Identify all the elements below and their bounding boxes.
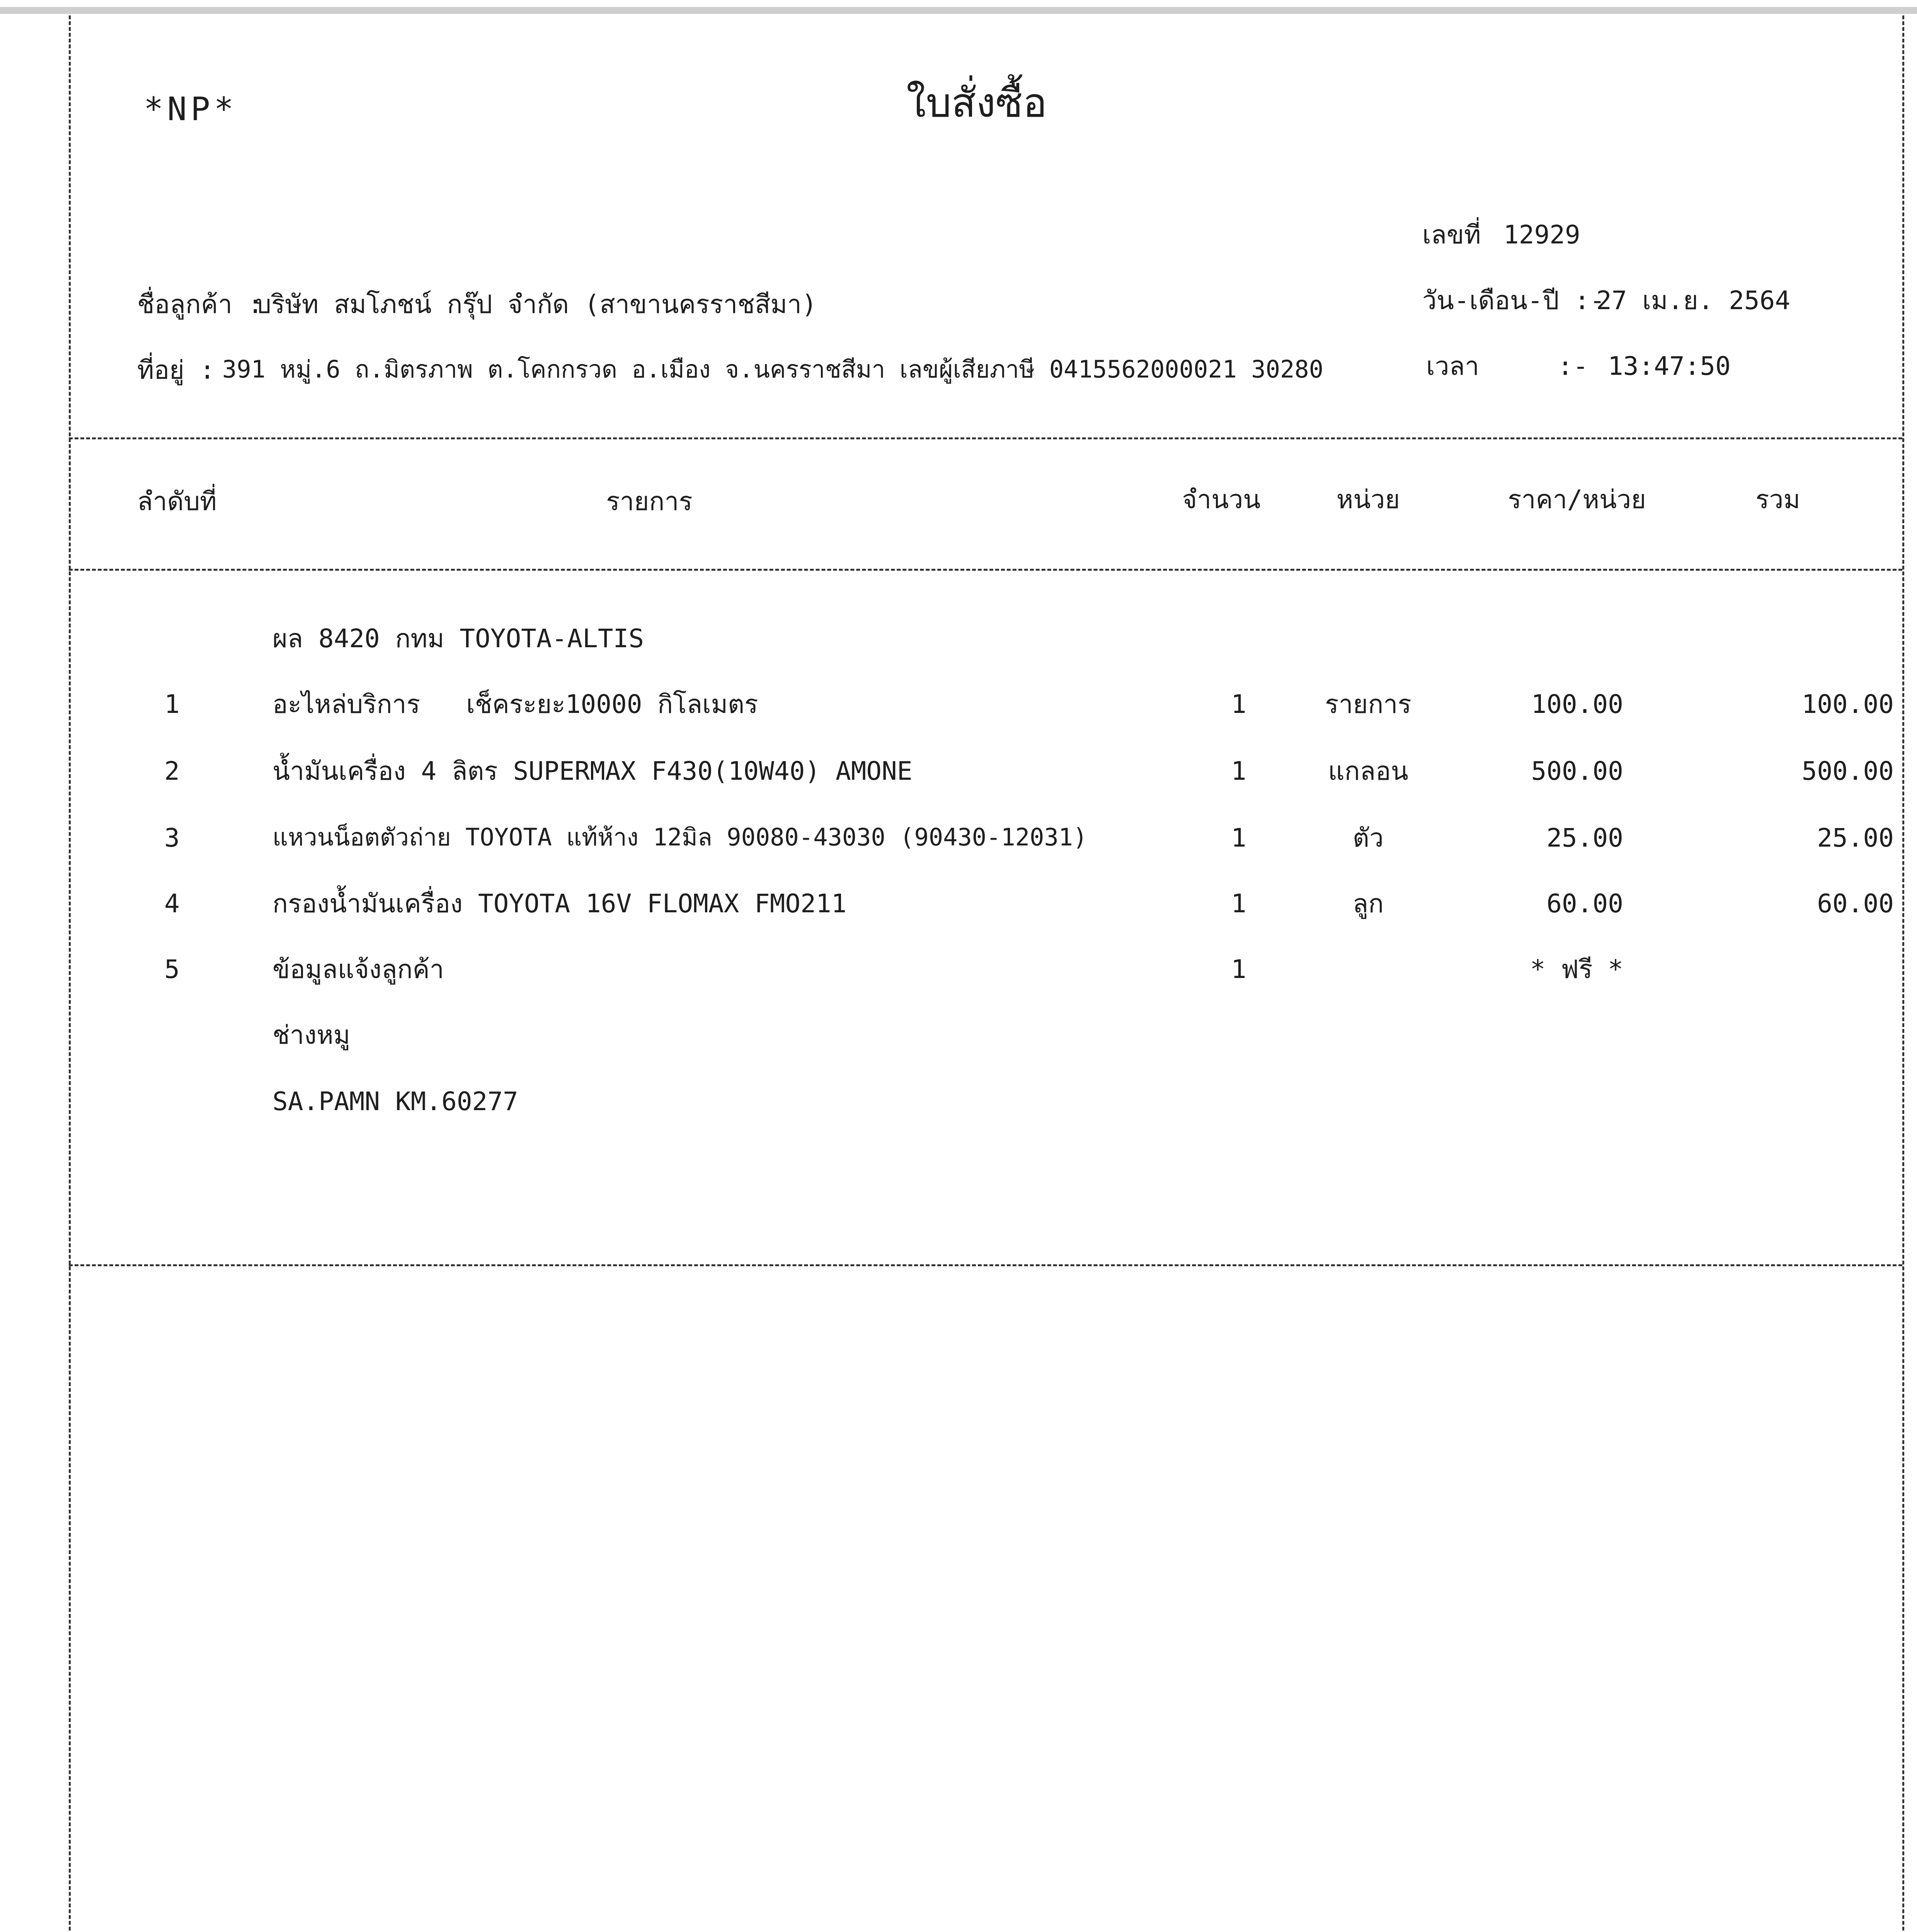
col-header-total: รวม [1755,485,1800,514]
time-label: เวลา [1426,351,1479,381]
note-technician: ช่างหมู [272,1020,351,1050]
row-seq: 3 [164,823,180,853]
table-top-rule [69,437,1902,439]
row-price: * ฟรี * [1530,954,1623,984]
col-header-price: ราคา/หน่วย [1508,485,1646,514]
row-qty: 1 [1231,954,1246,984]
customer-name-label: ชื่อลูกค้า : [137,289,263,319]
row-price: 100.00 [1531,689,1623,719]
row-unit: ตัว [1353,823,1384,853]
col-header-unit: หน่วย [1336,485,1400,514]
doc-title: ใบสั่งซื้อ [906,79,1047,126]
col-header-seq: ลำดับที่ [137,486,217,516]
row-price: 25.00 [1546,823,1623,853]
col-header-qty: จำนวน [1182,485,1261,514]
time-value: 13:47:50 [1608,351,1731,381]
vehicle-line: ผล 8420 กทม TOYOTA-ALTIS [272,624,644,653]
row-item: กรองน้ำมันเครื่อง TOYOTA 16V FLOMAX FMO211 [272,889,847,918]
date-value: 27 เม.ย. 2564 [1596,286,1791,315]
doc-no-label: เลขที่ [1422,220,1481,250]
scan-top-edge [0,7,1917,14]
time-sep: :- [1558,351,1588,381]
row-qty: 1 [1231,756,1246,786]
note-service-advisor: SA.PAMN KM.60277 [272,1087,518,1116]
row-item: แหวนน็อตตัวถ่าย TOYOTA แท้ห้าง 12มิล 90080-43030 (90430-12031) [272,823,1088,851]
date-label: วัน-เดือน-ปี :- [1422,286,1605,315]
row-total: 500.00 [1801,756,1894,786]
doc-mark: *NP* [144,90,238,128]
table-body-end-rule [69,1264,1902,1266]
row-seq: 1 [164,689,180,719]
row-unit: รายการ [1325,689,1411,719]
row-total: 100.00 [1801,689,1894,719]
row-unit: ลูก [1352,889,1384,918]
row-total: 60.00 [1817,889,1894,918]
row-total: 25.00 [1817,823,1894,853]
row-seq: 4 [164,889,180,918]
customer-address: 391 หมู่.6 ถ.มิตรภาพ ต.โคกกรวด อ.เมือง จ.นครราชสีมา เลขผู้เสียภาษี 0415562000021 30280 [222,355,1324,383]
customer-name: บริษัท สมโภชน์ กรุ๊ป จำกัด (สาขานครราชสีมา) [255,289,817,319]
row-price: 60.00 [1546,889,1623,918]
row-qty: 1 [1231,689,1246,719]
table-header-rule [69,569,1902,571]
col-header-item: รายการ [606,486,693,516]
row-unit: แกลอน [1328,756,1408,786]
row-qty: 1 [1231,889,1246,918]
right-border [1902,15,1904,1932]
customer-address-label: ที่อยู่ : [137,355,215,385]
row-price: 500.00 [1531,756,1623,786]
doc-no: 12929 [1503,220,1580,250]
row-item: ข้อมูลแจ้งลูกค้า [272,954,444,984]
row-seq: 2 [164,756,180,786]
row-item: อะไหล่บริการ เช็คระยะ10000 กิโลเมตร [272,689,758,719]
row-qty: 1 [1231,823,1246,853]
left-border [69,15,71,1932]
row-item: น้ำมันเครื่อง 4 ลิตร SUPERMAX F430(10W40) AMONE [272,756,913,786]
row-seq: 5 [164,954,180,984]
